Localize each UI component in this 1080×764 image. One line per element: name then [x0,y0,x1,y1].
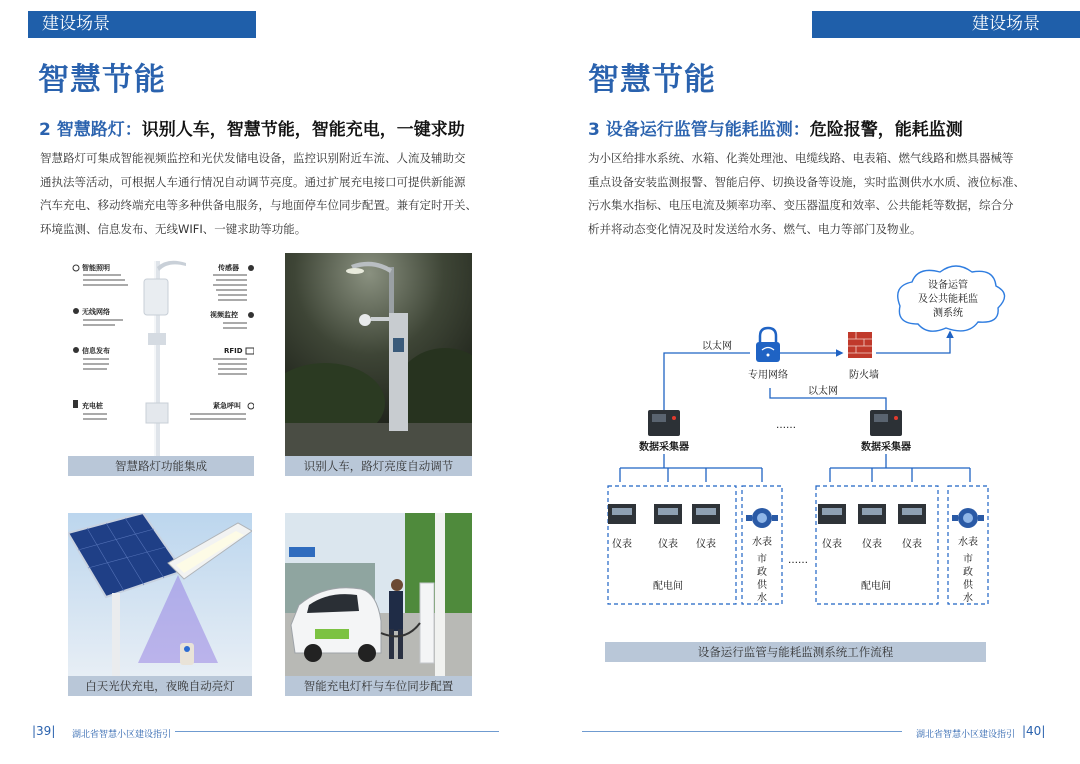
ethernet-label: 以太网 [702,341,732,352]
ethernet-label: 以太网 [808,386,838,397]
paragraph-line: 通执法等活动，可根据人车通行情况自动调节亮度。通过扩展充电接口可提供新能源 [40,174,466,189]
water-meter-icon [952,508,984,528]
intro-paragraph-right [588,147,1048,241]
feature-label: 无线网络 [82,308,110,316]
page-number-left: |39| [32,724,56,738]
section-heading-left [39,115,465,140]
feature-label: 智能照明 [82,264,110,272]
section-name: 智慧路灯： [56,120,142,140]
paragraph-line: 环境监测、信息发布、无线WIFI、一键求助等功能。 [40,221,307,236]
lock-icon [756,328,780,362]
night-streetlight-photo [285,253,472,456]
water-supply-char: 供 [757,580,767,591]
water-supply-char: 水 [757,593,767,604]
page-title-left: 智慧节能 [38,62,166,98]
data-collector-icon [870,410,902,436]
section-heading-right [588,115,963,140]
diagram-caption: 设备运行监管与能耗监测系统工作流程 [605,642,986,662]
water-supply-char: 供 [963,580,973,591]
paragraph-line: 为小区给排水系统、水箱、化粪处理池、电缆线路、电表箱、燃气线路和燃具器械等 [588,151,1014,165]
meter-icon [692,504,720,524]
section-number: 3 [588,120,600,140]
paragraph-line: 汽车充电、移动终端充电等多种供备电服务，与地面停车位同步配置。兼有定时开关、 [40,198,477,212]
feature-label: RFID [224,347,243,355]
footer-title-left: 湖北省智慧小区建设指引 [72,730,172,740]
water-supply-char: 市 [963,554,973,565]
cloud-line: 测系统 [933,308,963,319]
water-meter-icon [746,508,778,528]
footer-divider [175,731,499,732]
water-supply-char: 市 [757,554,767,565]
streetlight-feature-image [68,253,254,456]
section-banner-left: 建设场景 [28,11,256,38]
cloud-system [898,266,1005,331]
distribution-room-label: 配电间 [653,581,683,592]
footer-divider [582,731,902,732]
water-supply-char: 政 [963,567,973,578]
image-caption: 白天光伏充电，夜晚自动亮灯 [68,676,252,696]
water-supply-char: 政 [757,567,767,578]
paragraph-line: 析并将动态变化情况及时发送给水务、燃气、电力等部门及物业。 [588,221,922,236]
feature-lighting [73,263,128,286]
meter-icon [818,504,846,524]
meter-label: 仪表 [902,539,922,550]
paragraph-line: 智慧路灯可集成智能视频监控和光伏发储电设备，监控识别附近车流、人流及辅助交 [40,151,466,165]
feature-wireless [73,307,123,326]
feature-info [73,346,110,370]
water-supply-char: 水 [963,593,973,604]
ev-charging-photo [285,513,472,676]
data-collector-icon [648,410,680,436]
monitoring-network-diagram [580,260,1020,620]
section-rest: 危险报警，能耗监测 [809,120,963,140]
meter-icon [898,504,926,524]
footer-title-right: 湖北省智慧小区建设指引 [916,730,1016,740]
paragraph-line: 重点设备安装监测报警、智能启停、切换设备等设施，实时监测供水水质、液位标准、 [588,174,1025,189]
feature-label: 充电桩 [82,402,103,410]
page-title-right: 智慧节能 [588,62,716,98]
firewall-icon [848,332,872,358]
feature-rfid [213,347,254,375]
cloud-line: 设备运管 [928,280,968,291]
meter-icon [858,504,886,524]
meter-label: 仪表 [612,539,632,550]
feature-label: 视频监控 [210,311,238,319]
firewall-label: 防火墙 [849,370,879,381]
ellipsis: …… [788,555,808,566]
page-number: 39 [36,724,52,738]
paragraph-line: 污水集水指标、电压电流及频率功率、变压器温度和效率、公共能耗等数据，综合分 [588,198,1014,212]
page-number-right: |40| [1022,724,1046,738]
meter-label: 仪表 [862,539,882,550]
feature-label: 紧急呼叫 [213,402,241,410]
collector-label: 数据采集器 [639,442,689,453]
section-number: 2 [39,120,51,140]
meter-icon [654,504,682,524]
cloud-line: 及公共能耗监 [918,294,978,305]
private-network-label: 专用网络 [748,370,788,381]
meter-label: 仪表 [658,539,678,550]
image-caption: 智慧路灯功能集成 [68,456,254,476]
feature-label: 信息发布 [82,347,110,355]
image-caption: 识别人车，路灯亮度自动调节 [285,456,472,476]
meter-label: 仪表 [696,539,716,550]
page-number: 40 [1026,724,1042,738]
section-banner-right: 建设场景 [812,11,1080,38]
feature-sensor [213,263,254,301]
water-meter-label: 水表 [958,537,978,548]
feature-video [209,310,254,329]
image-caption: 智能充电灯杆与车位同步配置 [285,676,472,696]
solar-light-photo [68,513,252,676]
meter-icon [608,504,636,524]
feature-charge [73,400,107,420]
intro-paragraph-left [40,147,500,241]
section-name: 设备运行监管与能耗监测： [605,120,810,140]
feature-sos [190,401,254,420]
ellipsis: …… [776,420,796,431]
distribution-room-label: 配电间 [861,581,891,592]
collector-label: 数据采集器 [861,442,911,453]
section-rest: 识别人车，智慧节能，智能充电，一键求助 [141,120,465,140]
meter-label: 仪表 [822,539,842,550]
water-meter-label: 水表 [752,537,772,548]
feature-label: 传感器 [218,264,239,272]
